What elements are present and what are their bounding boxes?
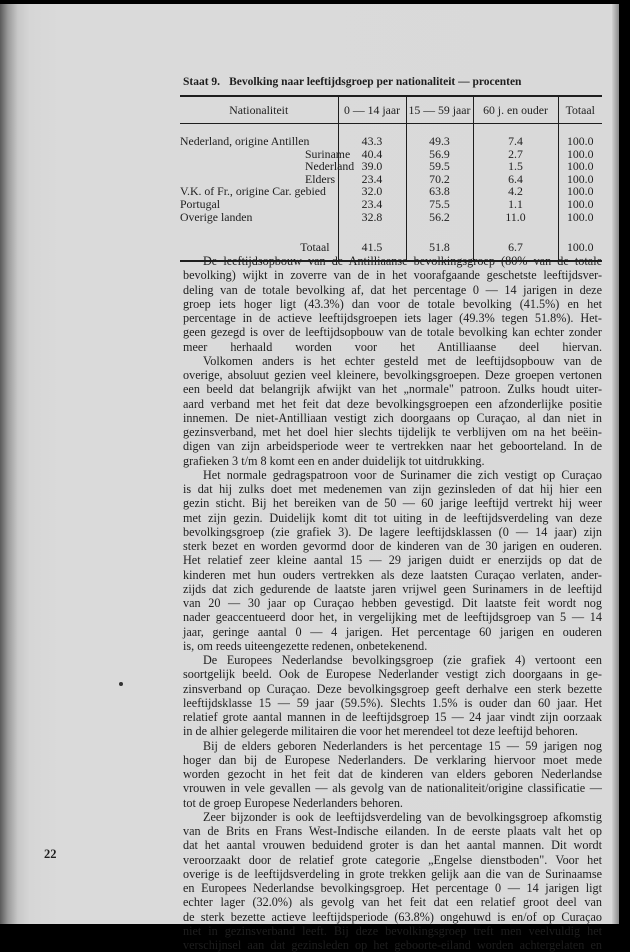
paragraph — [183, 739, 602, 810]
text-line: De Europees Nederlandse bevolkingsgroep (zie grafiek 4) vertoont een — [203, 653, 602, 667]
table-cell: 4.2 — [473, 185, 558, 198]
text-line: aard verband met het feit dat deze bevolkingsgroepen een afzonderlijke positie — [183, 396, 602, 411]
paragraph — [183, 254, 602, 354]
table-row — [180, 211, 602, 234]
text-line: zinsverband op Curaçao. Deze bevolkingsgroep geeft derhalve een sterk bezette — [183, 681, 602, 696]
text-line: worden gezocht in het feit dat de kinderen van elders geboren Nederlandse — [183, 767, 602, 781]
text-line: bevolking) wijkt in zoverre van de in het voorafgaande geschetste leeftijdsver- — [183, 268, 602, 283]
row-label: Nederland, origine Antillen — [180, 134, 310, 148]
table-cell: 6.4 — [473, 173, 558, 186]
column-header: 15 — 59 jaar — [406, 96, 473, 124]
text-line: percentage in de actieve leeftijdsgroepen iets lager (49.3% tegen 51.8%). Het- — [183, 311, 602, 325]
total-cell: 41.5 — [338, 233, 406, 261]
table-cell: 100.0 — [558, 173, 602, 186]
text-line: verschijnsel aan dat gezinsleden op het geboorte-eiland worden achtergelaten en — [183, 938, 602, 952]
total-cell: 51.8 — [406, 233, 473, 261]
table-number: Staat 9. — [183, 76, 221, 88]
column-header: 0 — 14 jaar — [338, 96, 406, 124]
row-label: Overige landen — [180, 209, 253, 224]
text-line: hoger dan bij de Europese Nederlanders. De verklaring hiervoor moet mede — [183, 752, 602, 767]
text-line: echter lager (32.0%) als gevolg van het feit dat een relatief groot deel van — [183, 895, 602, 910]
text-line: Zeer bijzonder is ook de leeftijdsverdeling van de bevolkingsgroep afkomstig — [203, 809, 602, 824]
table-cell: 39.0 — [338, 160, 406, 173]
table-caption: Bevolking naar leeftijdsgroep per nationaliteit — procenten — [229, 76, 522, 88]
text-line: en Europees Nederlandse bevolkingsgroep. Het percentage 0 — 14 jarigen ligt — [183, 881, 602, 895]
table-cell: 59.5 — [406, 160, 473, 173]
text-line: overige is de leeftijdsverdeling in grote trekken gelijk aan die van de Surinaamse — [183, 866, 602, 881]
table-cell: 32.0 — [338, 185, 406, 198]
text-line: Het relatief zeer kleine aantal 15 — 29 jarigen duidt er enerzijds op dat de — [183, 553, 602, 568]
paragraph — [183, 653, 602, 739]
text-line: meer herhaald worden voor het Antilliaanse deel hiervan. — [183, 339, 602, 354]
table-cell: 1.5 — [473, 160, 558, 173]
text-line: de sterk bezette actieve leeftijdsperiode (63.8%) ongehuwd is en/of op Curaçao — [183, 909, 602, 924]
table-cell: 43.3 — [338, 124, 406, 148]
table-cell: 1.1 — [473, 198, 558, 211]
text-line: dat het aantal vrouwen beduidend groter is dan het aantal mannen. Dit wordt — [183, 838, 602, 853]
text-line: niet in gezinsverband leeft. Bij deze bevolkingsgroep treft men veelvuldig het — [183, 923, 602, 938]
row-label: Elders — [305, 171, 336, 186]
paragraph — [183, 810, 602, 952]
paragraph — [183, 354, 602, 468]
text-line: kinderen met hun ouders vertrekken als deze laatsten Curaçao verlaten, ander- — [183, 567, 602, 582]
text-line: sterk bezet en worden gevormd door de kinderen van de 30 jarigen en ouderen. — [183, 539, 602, 553]
text-line: is, om reeds uiteengezette redenen, onbetekenend. — [183, 638, 428, 653]
body-text — [183, 254, 602, 952]
total-cell: 6.7 — [473, 233, 558, 261]
text-line: tot de groep Europese Nederlanders behoren. — [183, 795, 403, 810]
paragraph — [183, 468, 602, 653]
column-header: Nationaliteit — [180, 96, 338, 124]
table-title — [183, 76, 521, 88]
row-label: Nederland — [305, 159, 355, 174]
scanned-page — [0, 4, 619, 952]
scan-speck — [119, 682, 123, 686]
text-line: Bij de elders geboren Nederlanders is het percentage 15 — 59 jarigen nog — [203, 738, 602, 753]
text-line: gezinsverband, met het doel hier slechts tijdelijk te verblijven om na het beëin- — [183, 425, 602, 439]
total-cell: 100.0 — [558, 233, 602, 261]
table-cell: 100.0 — [558, 160, 602, 173]
table-cell: 23.4 — [338, 173, 406, 186]
page-edge — [612, 4, 619, 924]
column-header: 60 j. en ouder — [473, 96, 558, 124]
table-row — [180, 160, 602, 173]
total-label: Totaal — [300, 240, 330, 255]
text-line: groep iets hoger ligt (43.3%) dan voor de totale bevolking (41.5%) en het — [183, 296, 602, 311]
text-line: Volkomen anders is het echter gesteld met de leeftijdsopbouw van de — [203, 353, 602, 368]
text-line: geen gezegd is over de leeftijdsopbouw van de totale bevolking kan echter zonder — [183, 325, 602, 340]
table-cell: 2.7 — [473, 148, 558, 161]
page-number: 22 — [44, 847, 57, 861]
text-line: jaar, geringe aantal 0 — 4 jarigen. Het percentage 60 jarigen en ouderen — [183, 624, 602, 639]
table-row — [180, 124, 602, 148]
text-line: met zijn gezin. Duidelijk komt dit tot uiting in de leeftijdsverdeling van deze — [183, 510, 602, 525]
text-line: veroorzaakt door de relatief grote categorie „Engelse dienstboden". Voor het — [183, 852, 602, 867]
age-group-table — [180, 95, 602, 262]
table-cell: 100.0 — [558, 148, 602, 161]
table-cell: 100.0 — [558, 124, 602, 148]
text-line: zijds dat zich gedurende de laatste jaren vrijwel geen Surinamers in de leeftijd — [183, 581, 602, 596]
text-line: leeftijdsklasse 15 — 59 jaar (59.5%). Slechts 1.5% is ouder dan 60 jaar. Het — [183, 695, 602, 710]
row-label: V.K. of Fr., origine Car. gebied — [180, 184, 326, 199]
row-label: Portugal — [180, 196, 220, 211]
text-line: innemen. De niet-Antilliaan vestigt zich doorgaans op Curaçao, al dan niet in — [183, 410, 602, 425]
text-line: soortgelijk beeld. Ook de Europese Nederlander vestigt zich doorgaans in ge- — [183, 667, 602, 682]
table-cell: 63.8 — [406, 185, 473, 198]
table-row — [180, 185, 602, 198]
text-line: nader geaccentueerd door het, in vergelijking met de leeftijdsgroep van 5 — 14 — [183, 610, 602, 625]
text-line: digen van zijn arbeidsperiode weer te vertrekken naar het geboorteland. In de — [183, 439, 602, 454]
text-line: relatief grote aantal mannen in de leeftijdsgroep 15 — 24 jaar vindt zijn oorzaak — [183, 710, 602, 724]
table-cell: 75.5 — [406, 198, 473, 211]
text-line: van 20 — 30 jaar op Curaçao hebben gevestigd. Dit laatste feit wordt nog — [183, 596, 602, 610]
text-line: is dat hij zulks doet met medenemen van zijn gezinsleden of dat hij hier een — [183, 482, 602, 496]
text-line: Het normale gedragspatroon voor de Surinamer die zich vestigt op Curaçao — [203, 467, 602, 482]
table-row — [180, 148, 602, 161]
text-line: van de Brits en Frans West-Indische eilanden. In de eerste plaats valt het op — [183, 824, 602, 838]
table-cell: 32.8 — [338, 211, 406, 234]
table-cell: 70.2 — [406, 173, 473, 186]
table-cell: 100.0 — [558, 198, 602, 211]
text-line: overige, absoluut gezien veel kleinere, bevolkingsgroepen. Deze groepen vertonen — [183, 368, 602, 382]
text-line: grafieken 3 t/m 8 komt een en ander duidelijk tot uitdrukking. — [183, 453, 485, 468]
text-line: vrouwen in vele gevallen — als gevolg van de nationaliteit/origine classificatie — — [183, 781, 602, 796]
table-cell: 49.3 — [406, 124, 473, 148]
table-cell: 56.9 — [406, 148, 473, 161]
table-cell: 7.4 — [473, 124, 558, 148]
table-header-row — [180, 96, 602, 124]
table-cell: 56.2 — [406, 211, 473, 234]
text-line: bevolkingsgroep (zie grafiek 3). De lagere leeftijdsklassen (0 — 14 jaar) zijn — [183, 524, 602, 539]
table-cell: 11.0 — [473, 211, 558, 234]
table-cell: 23.4 — [338, 198, 406, 211]
table-row — [180, 198, 602, 211]
column-header: Totaal — [558, 96, 602, 124]
text-line: gezin sticht. Bij het bereiken van de 50 — 60 jarige leeftijd vertrekt hij weer — [183, 496, 602, 511]
table-cell: 100.0 — [558, 185, 602, 198]
text-line: deling van de totale bevolking af, dat het percentage 0 — 14 jarigen in deze — [183, 282, 602, 297]
table-cell: 100.0 — [558, 211, 602, 234]
text-line: De leeftijdsopbouw van de Antilliaanse bevolkingsgroep (80% van de totale — [203, 254, 602, 268]
text-line: een beeld dat belangrijk afwijkt van het „normale" patroon. Zulks houdt uiter- — [183, 382, 602, 397]
row-label: Suriname — [305, 146, 351, 161]
text-line: in de alhier gelegerde militairen die voor het merendeel tot deze leeftijd behoren. — [183, 724, 578, 739]
table-cell: 40.4 — [338, 148, 406, 161]
